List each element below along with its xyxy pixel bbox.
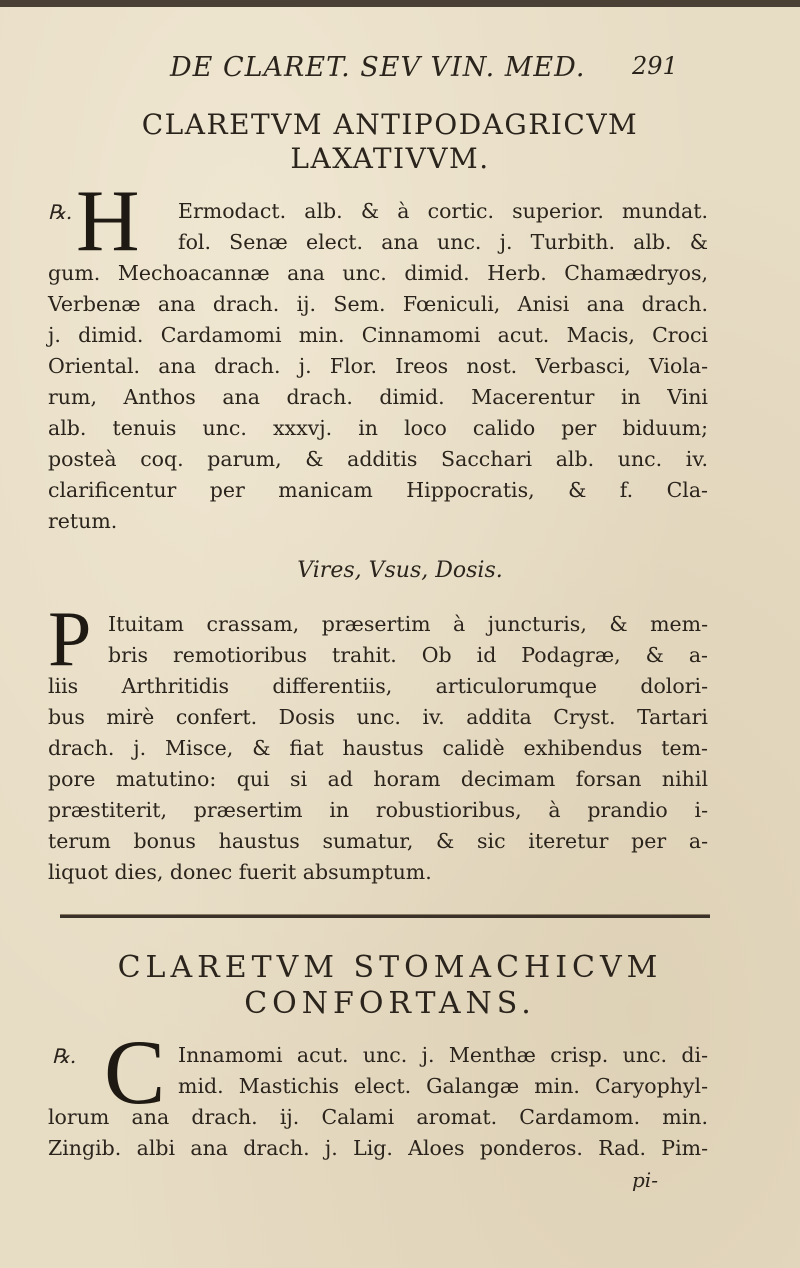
text-line: clarificentur per manicam Hippocratis, & f. Cla- — [48, 478, 708, 502]
drop-cap-initial: C — [104, 1021, 166, 1123]
text-line: Verbenæ ana drach. ij. Sem. Fœniculi, Anisi ana drach. — [48, 292, 708, 316]
section-title-line: CLARETVM STOMACHICVM — [117, 950, 663, 985]
recipe-paragraph — [48, 196, 708, 537]
section-title-line: CLARETVM ANTIPODAGRICVM — [141, 108, 639, 141]
page-top-edge — [0, 0, 800, 7]
text-line: gum. Mechoacannæ ana unc. dimid. Herb. Chamædryos, — [48, 261, 708, 285]
drop-cap-initial: P — [48, 595, 92, 682]
text-line: lorum ana drach. ij. Calami aromat. Cardamom. min. — [48, 1105, 708, 1129]
text-line: Ermodact. alb. & à cortic. superior. mundat. — [178, 199, 708, 223]
drop-cap-initial: H — [76, 173, 140, 270]
text-line: fol. Senæ elect. ana unc. j. Turbith. alb. & — [178, 230, 708, 254]
usage-paragraph — [48, 609, 708, 888]
text-line: mid. Mastichis elect. Galangæ min. Caryophyl- — [178, 1074, 708, 1098]
section-title-line: LAXATIVVM. — [290, 142, 490, 175]
catchword: pi- — [632, 1168, 658, 1192]
section-title-stomachicum — [60, 950, 720, 1022]
running-title: DE CLARET. SEV VIN. MED. — [170, 52, 586, 83]
section-title-line: CONFORTANS. — [244, 986, 536, 1021]
subheading: Vires, Vsus, Dosis. — [297, 558, 503, 583]
recipe-symbol: ℞. — [52, 1044, 77, 1068]
text-line: terum bonus haustus sumatur, & sic iteretur per a- — [48, 829, 708, 853]
text-line: Innamomi acut. unc. j. Menthæ crisp. unc. di- — [178, 1043, 708, 1067]
text-line: Zingib. albi ana drach. j. Lig. Aloes ponderos. Rad. Pim- — [48, 1136, 708, 1160]
recipe-paragraph — [48, 1040, 708, 1164]
text-line: liis Arthritidis differentiis, articulorumque dolori- — [48, 674, 708, 698]
text-line: retum. — [48, 509, 118, 533]
text-line: liquot dies, donec fuerit absumptum. — [48, 860, 432, 884]
text-line: posteà coq. parum, & additis Sacchari alb. unc. iv. — [48, 447, 708, 471]
text-line: alb. tenuis unc. xxxvj. in loco calido per biduum; — [48, 416, 708, 440]
text-line: bus mirè confert. Dosis unc. iv. addita Cryst. Tartari — [48, 705, 708, 729]
text-line: præstiterit, præsertim in robustioribus, à prandio i- — [48, 798, 708, 822]
running-head — [0, 52, 800, 88]
text-line: pore matutino: qui si ad horam decimam forsan nihil — [48, 767, 708, 791]
page-number: 291 — [632, 52, 678, 80]
text-line: bris remotioribus trahit. Ob id Podagræ, & a- — [108, 643, 708, 667]
text-line: rum, Anthos ana drach. dimid. Macerentur in Vini — [48, 385, 708, 409]
text-line: Ituitam crassam, præsertim à juncturis, & mem- — [108, 612, 708, 636]
section-title-antipodagricum — [60, 108, 720, 176]
text-line: j. dimid. Cardamomi min. Cinnamomi acut. Macis, Croci — [48, 323, 708, 347]
divider-rule — [60, 914, 710, 918]
text-line: Oriental. ana drach. j. Flor. Ireos nost. Verbasci, Viola- — [48, 354, 708, 378]
text-line: drach. j. Misce, & fiat haustus calidè exhibendus tem- — [48, 736, 708, 760]
recipe-symbol: ℞. — [48, 200, 73, 224]
